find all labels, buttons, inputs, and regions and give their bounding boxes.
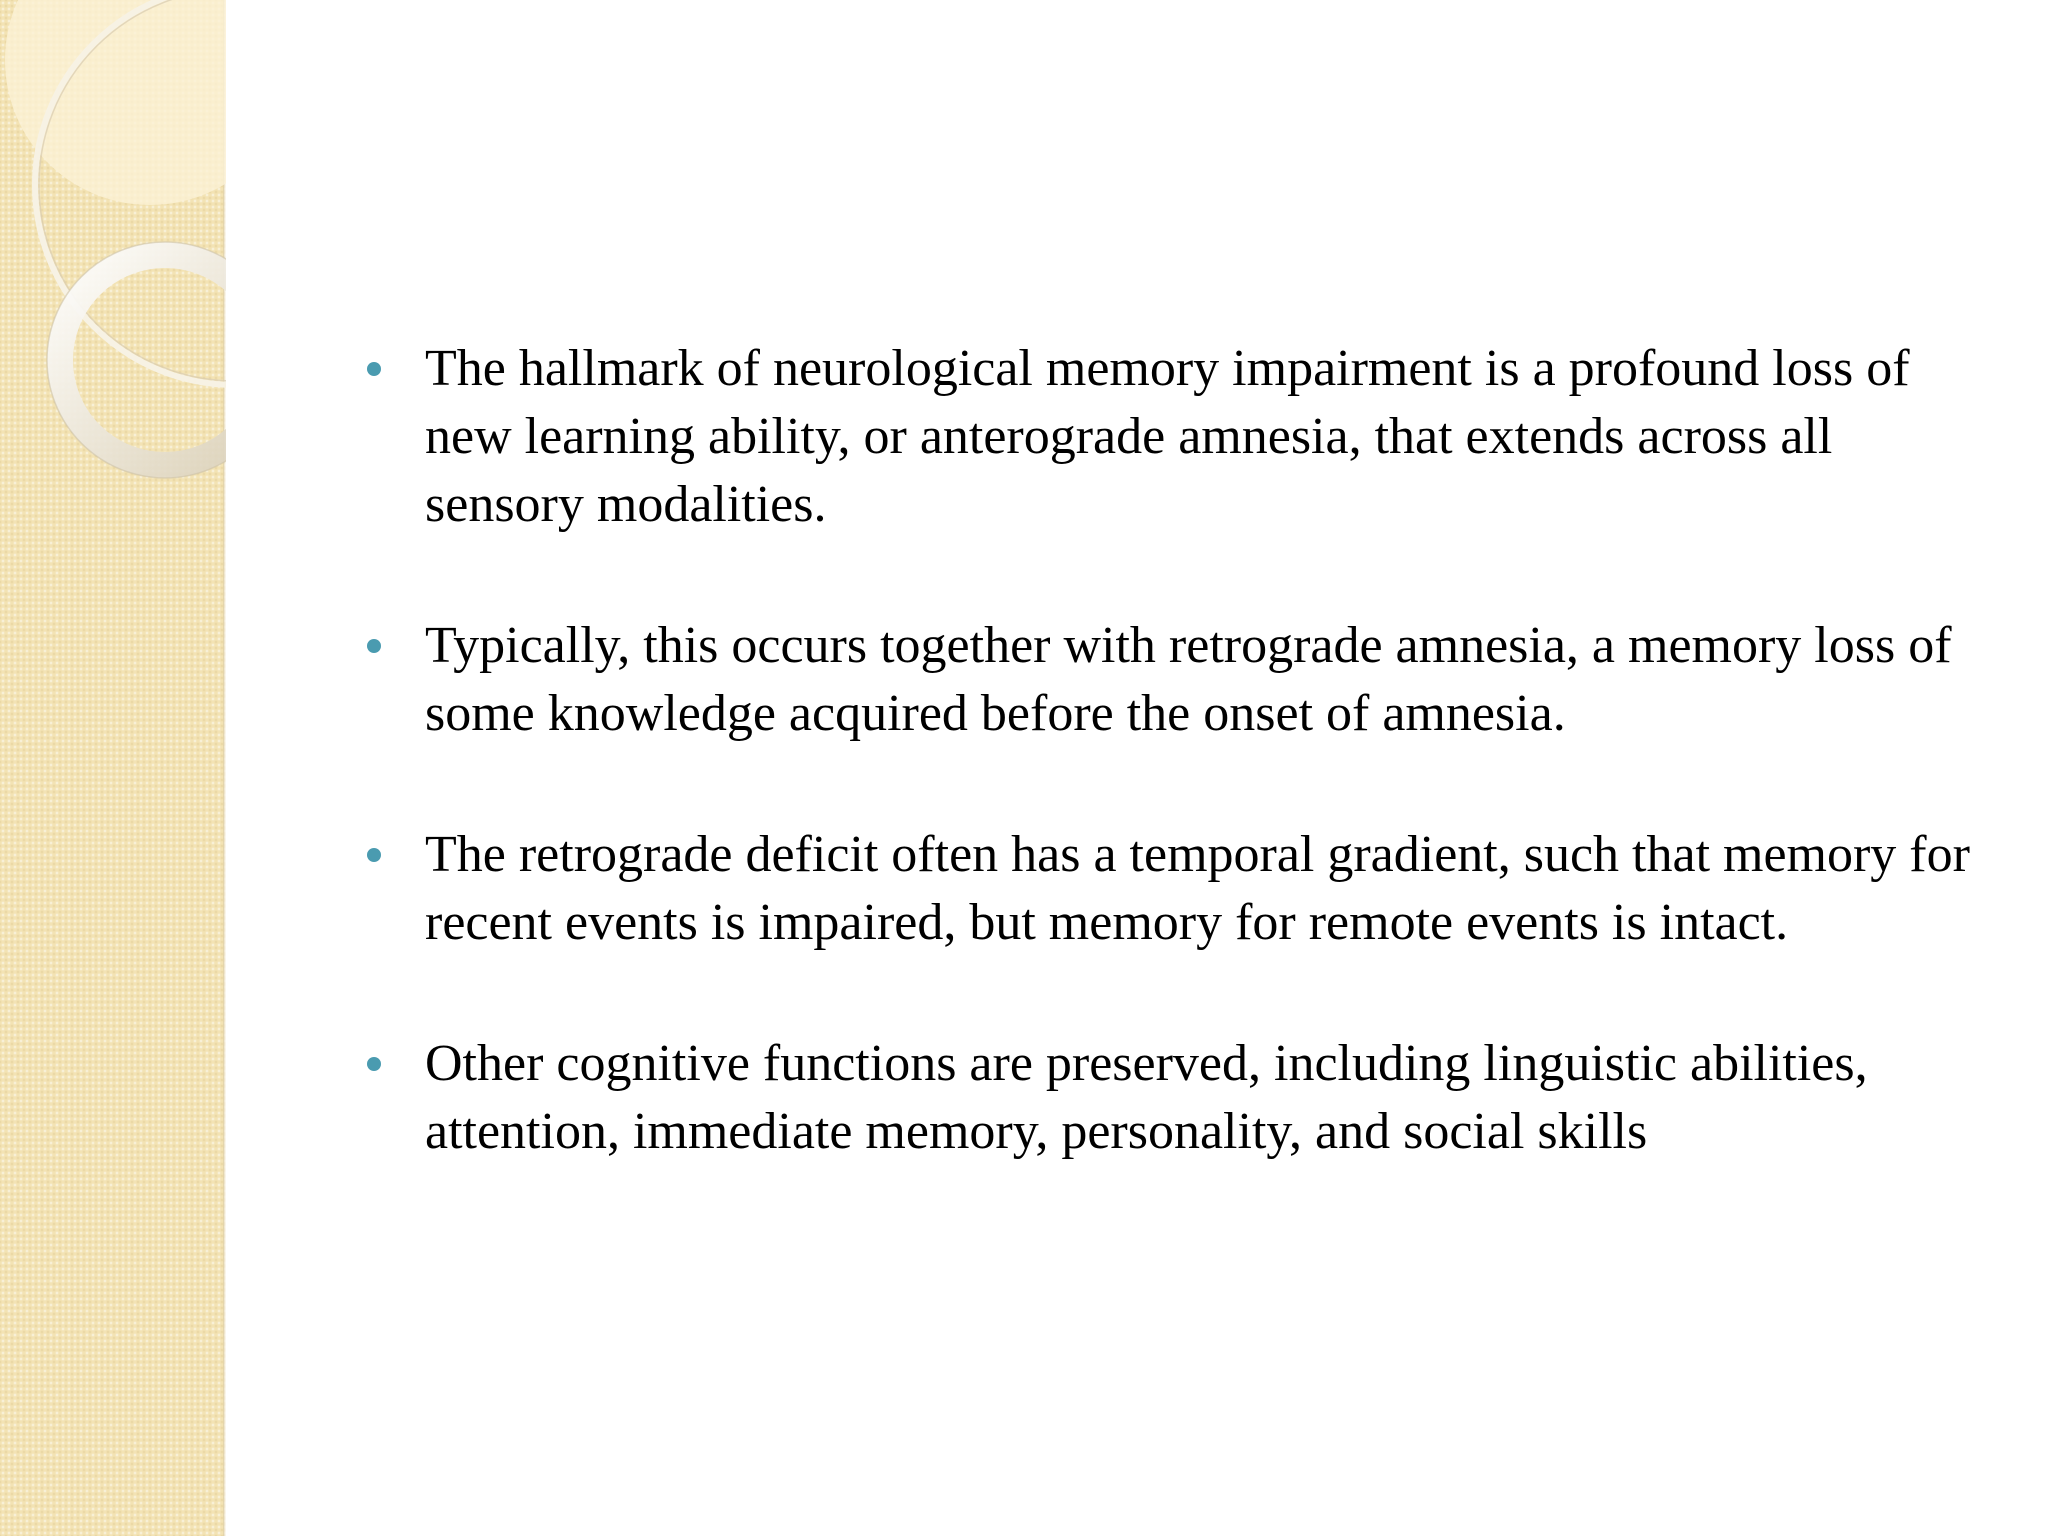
bullet-item (360, 1030, 2000, 1166)
bullet-item (360, 335, 2000, 539)
bullet-dot-icon (367, 848, 381, 862)
bullet-dot-icon (367, 1057, 381, 1071)
bullet-item (360, 612, 2000, 748)
decorative-rings (0, 0, 226, 520)
bullet-text: Typically, this occurs together with retrograde amnesia, a memory loss of some knowledge acquired before the onset of amnesia. (425, 617, 1952, 742)
bullet-text: The hallmark of neurological memory impairment is a profound loss of new learning ability, or anterograde amnesia, that extends across all sensory modalities. (425, 340, 1910, 533)
bullet-text: Other cognitive functions are preserved, including linguistic abilities, attention, immediate memory, personality, and social skills (425, 1035, 1868, 1160)
bullet-dot-icon (367, 362, 381, 376)
bullet-list (360, 335, 2000, 1166)
bullet-text: The retrograde deficit often has a temporal gradient, such that memory for recent events is impaired, but memory for remote events is intact. (425, 826, 1970, 951)
bullet-item (360, 821, 2000, 957)
bullet-dot-icon (367, 639, 381, 653)
